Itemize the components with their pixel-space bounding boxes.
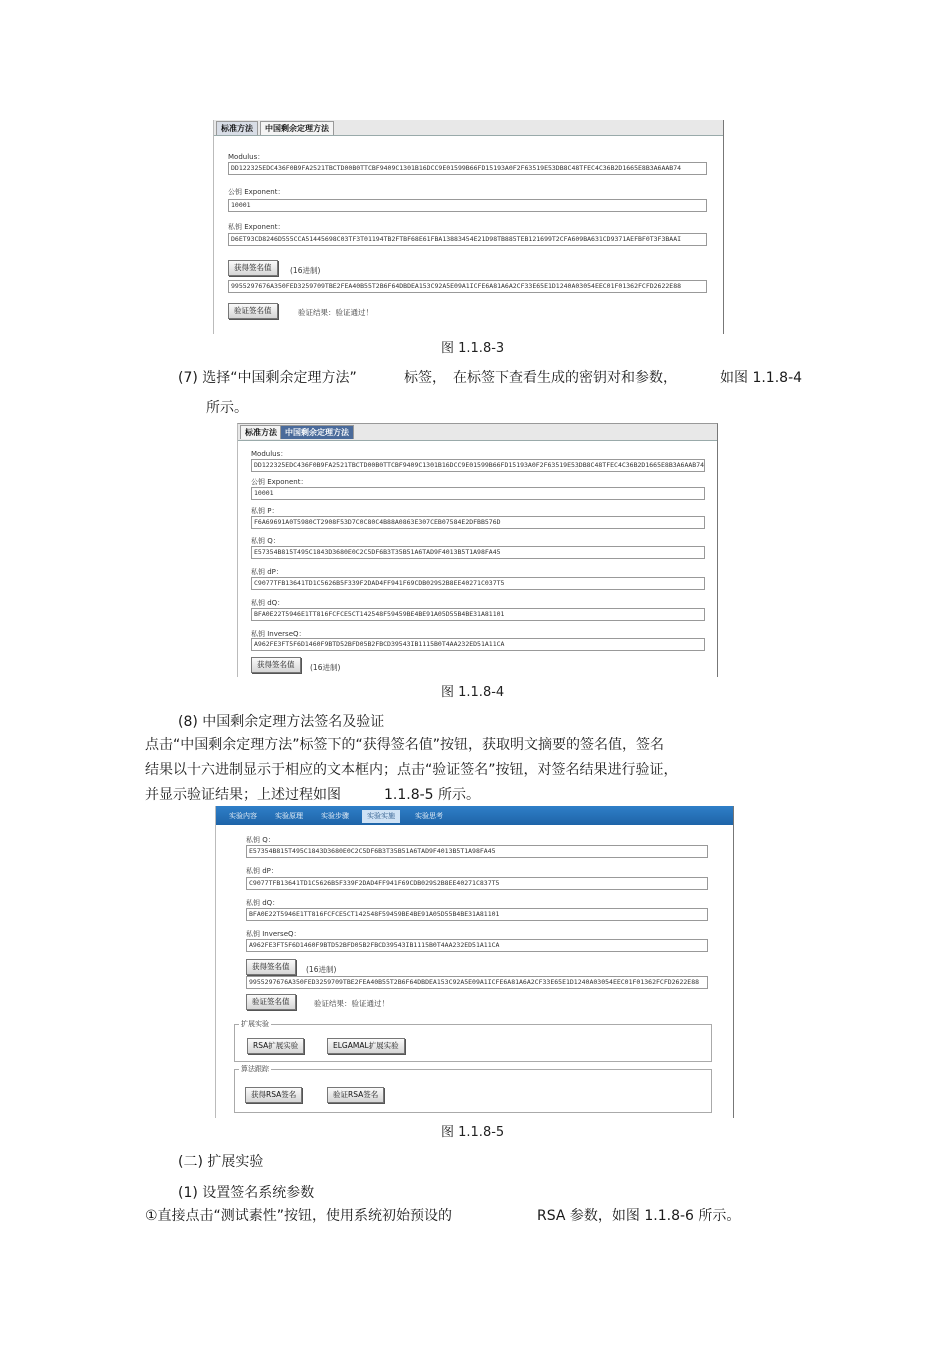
signature-value-field[interactable]: 9955297676A350FED3259709TBE2FEA40B55T2B6F64DBDEA153C92A5E09A1ICFE6A81A6A2CF33E65E1D1240A03054EEC01F01362FCFD2622E88 (246, 976, 708, 989)
private-dp-label: 私钥 dP： (251, 568, 283, 576)
section2-line-b: RSA 参数，如图 1.1.8-6 所示。 (537, 1208, 741, 1224)
get-rsa-signature-button[interactable]: 获得RSA签名 (245, 1087, 302, 1103)
figure-1-1-8-4-screenshot (237, 423, 718, 677)
public-exponent-label: 公钥 Exponent： (228, 188, 285, 196)
signature-value-field[interactable]: 9955297676A350FED3259709TBE2FEA40B55T2B6F64DBDEA153C92A5E09A1ICFE6A81A6A2CF33E65E1D1240A03054EEC01F01362FCFD2622E88 (228, 280, 707, 293)
private-inverseq-field[interactable]: A962FE3FT5F6D1460F9BTD52BFD05B2FBCD39543IB1115B0T4AA232ED51A11CA (246, 939, 708, 952)
modulus-label: Modulus： (251, 450, 288, 458)
public-exponent-label: 公钥 Exponent： (251, 478, 308, 486)
private-dq-label: 私钥 dQ： (251, 599, 285, 607)
private-dq-field[interactable]: BFA0E22T5946E1TT816FCFCE5CT142548F59459BE4BE91A05D55B4BE31A81101 (246, 908, 708, 921)
algorithm-trace-group (234, 1065, 712, 1113)
verify-rsa-signature-button[interactable]: 验证RSA签名 (327, 1087, 384, 1103)
private-q-field[interactable]: E57354B815T495C1843D3680E0C2C5DF6B3T35B51A6TAD9F4013B5T1A98FA45 (246, 845, 708, 858)
extension-experiment-group (234, 1020, 712, 1062)
private-q-field[interactable]: E57354B815T495C1843D3680E0C2C5DF6B3T35B51A6TAD9F4013B5T1A98FA45 (251, 546, 705, 559)
method-tab-bar (238, 424, 717, 441)
hex-note: (16进制) (310, 663, 341, 672)
private-p-field[interactable]: F6A69691A0T5980CT2908F53D7C0C80C4B88A0863E307CEB07584E2DFBB576D (251, 516, 705, 529)
section2-line-a: ①直接点击“测试素性”按钮，使用系统初始预设的 (145, 1208, 453, 1224)
tab-crt-method[interactable]: 中国剩余定理方法 (280, 425, 354, 439)
para7-line2: 所示。 (206, 400, 248, 416)
verify-result-text: 验证结果：验证通过！ (314, 999, 389, 1008)
verify-result-text: 验证结果：验证通过！ (298, 308, 373, 317)
para7-line1-c: 在标签下查看生成的密钥对和参数， (453, 370, 677, 386)
para8-line1: 点击“中国剩余定理方法”标签下的“获得签名值”按钮，获取明文摘要的签名值，签名 (145, 737, 665, 753)
get-signature-button[interactable]: 获得签名值 (228, 260, 278, 276)
figure-1-1-8-3-screenshot (213, 120, 724, 334)
hex-note: (16进制) (290, 266, 321, 275)
private-exponent-label: 私钥 Exponent： (228, 223, 285, 231)
private-p-label: 私钥 P： (251, 507, 279, 515)
nav-tab-steps[interactable]: 实验步骤 (321, 812, 349, 820)
para8-line3-a: 并显示验证结果；上述过程如图 (145, 787, 341, 803)
figure-1-1-8-5-screenshot (215, 806, 734, 1118)
nav-tab-principle[interactable]: 实验原理 (275, 812, 303, 820)
private-q-label: 私钥 Q： (246, 836, 275, 844)
private-exponent-field[interactable]: D6ET93CD8246D555CCA51445698C03TF3T01194TB2FTBF68E61FBA13883454E21D98TB885TEB121699T2CFA609BA631CD9371AEFBF0T3F3BAAI (228, 233, 707, 246)
verify-signature-button[interactable]: 验证签名值 (246, 994, 296, 1010)
private-dq-label: 私钥 dQ： (246, 899, 280, 907)
tab-standard-method[interactable]: 标准方法 (240, 425, 282, 439)
private-dq-field[interactable]: BFA0E22T5946E1TT816FCFCE5CT142548F59459BE4BE91A05D55B4BE31A81101 (251, 608, 705, 621)
private-q-label: 私钥 Q： (251, 537, 280, 545)
private-dp-label: 私钥 dP： (246, 867, 278, 875)
get-signature-button[interactable]: 获得签名值 (246, 959, 296, 975)
tab-crt-method[interactable]: 中国剩余定理方法 (260, 121, 334, 135)
public-exponent-field[interactable]: 10001 (228, 199, 707, 212)
modulus-field[interactable]: DD122325EDC436F0B9FA2521TBCTD00B0TTCBF9409C1301B16DCC9E01599B66FD15193A0F2F63519E53DB8C48TFEC4C36B2D1665E8B3A6AAB74 (228, 162, 707, 175)
section2-heading: (二) 扩展实验 (178, 1154, 264, 1170)
public-exponent-field[interactable]: 10001 (251, 487, 705, 500)
rsa-extension-button[interactable]: RSA扩展实验 (247, 1038, 304, 1054)
para7-line1-a: (7) 选择“中国剩余定理方法” (178, 370, 357, 386)
nav-tab-content[interactable]: 实验内容 (229, 812, 257, 820)
algorithm-trace-label: 算法跟踪 (241, 1065, 269, 1073)
figure-caption-1-1-8-5: 图 1.1.8-5 (441, 1125, 505, 1140)
private-dp-field[interactable]: C9077TFB13641TD1C5626B5F339F2DAD4FF941F69CDB029S2B8EE40271C037T5 (251, 577, 705, 590)
para8-line2: 结果以十六进制显示于相应的文本框内；点击“验证签名”按钮，对签名结果进行验证， (145, 762, 678, 778)
experiment-nav-bar (216, 806, 733, 825)
tab-standard-method[interactable]: 标准方法 (216, 121, 258, 135)
method-tab-bar (214, 120, 723, 136)
nav-tab-thinking[interactable]: 实验思考 (415, 812, 443, 820)
figure-caption-1-1-8-4: 图 1.1.8-4 (441, 685, 505, 700)
modulus-field[interactable]: DD122325EDC436F0B9FA2521TBCTD00B0TTCBF9409C1301B16DCC9E01599B66FD15193A0F2F63519E53DB8C48TFEC4C36B2D1665E8B3A6AAB74 (251, 459, 705, 472)
figure-caption-1-1-8-3: 图 1.1.8-3 (441, 341, 505, 356)
private-inverseq-label: 私钥 InverseQ： (246, 930, 301, 938)
verify-signature-button[interactable]: 验证签名值 (228, 303, 278, 319)
nav-tab-implementation[interactable]: 实验实施 (362, 810, 400, 823)
para7-line1-b: 标签， (404, 370, 446, 386)
para8-title: (8) 中国剩余定理方法签名及验证 (178, 714, 385, 730)
get-signature-button[interactable]: 获得签名值 (251, 657, 301, 673)
elgamal-extension-button[interactable]: ELGAMAL扩展实验 (327, 1038, 405, 1054)
para8-line3-b: 1.1.8-5 所示。 (384, 787, 481, 803)
section2-step1: (1) 设置签名系统参数 (178, 1185, 315, 1201)
private-dp-field[interactable]: C9077TFB13641TD1C5626B5F339F2DAD4FF941F69CDB029S2B8EE40271C837T5 (246, 877, 708, 890)
hex-note: (16进制) (306, 965, 337, 974)
private-inverseq-label: 私钥 InverseQ： (251, 630, 306, 638)
extension-group-label: 扩展实验 (241, 1020, 269, 1028)
private-inverseq-field[interactable]: A962FE3FT5F6D1460F9BTD52BFD05B2FBCD39543IB1115B0T4AA232ED51A11CA (251, 638, 705, 651)
modulus-label: Modulus： (228, 153, 265, 161)
para7-line1-d: 如图 1.1.8-4 (720, 370, 803, 386)
